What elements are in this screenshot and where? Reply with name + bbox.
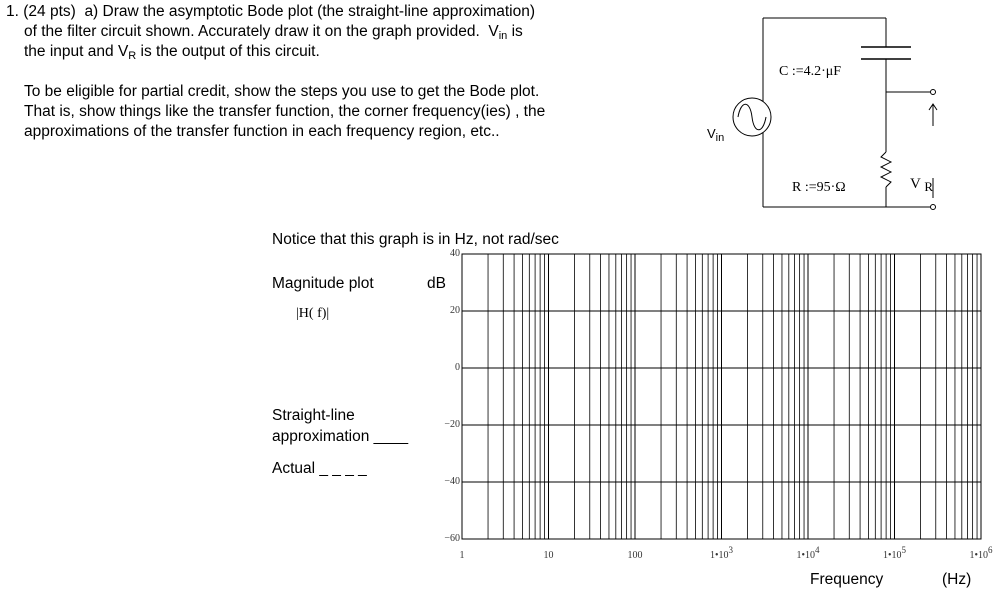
capacitor-label: C :=4.2·μF xyxy=(779,64,842,79)
resistor-label: R :=95·Ω xyxy=(792,180,846,195)
x-tick-base: 1•10 xyxy=(709,550,729,561)
magnitude-label: Magnitude plot xyxy=(272,275,374,292)
problem-text-2: of the filter circuit shown. Accurately draw it on the graph provided. xyxy=(24,23,480,40)
x-tick-label xyxy=(524,550,574,561)
source-label-v: V xyxy=(707,126,716,141)
y-tick-label: 0 xyxy=(455,362,460,373)
problem-line-4: To be eligible for partial credit, show the steps you use to get the Bode plot. xyxy=(24,83,540,100)
x-tick-exponent: 3 xyxy=(728,545,733,555)
straight-line-label-2: approximation ____ xyxy=(272,428,409,445)
actual-label: Actual _ _ _ _ xyxy=(272,460,367,477)
problem-text-1: Draw the asymptotic Bode plot (the straight-line approximation) xyxy=(102,3,536,20)
vin-symbol: V xyxy=(488,23,499,40)
x-tick-exponent: 5 xyxy=(901,545,906,555)
x-tick-label xyxy=(437,550,487,561)
x-tick-label xyxy=(870,545,920,561)
x-tick-label xyxy=(697,545,747,561)
output-label-v: V xyxy=(910,176,921,192)
x-tick-exponent: 6 xyxy=(988,545,993,555)
vr-symbol: V xyxy=(117,43,129,60)
source-label-sub: in xyxy=(715,132,725,144)
y-tick-label: −60 xyxy=(444,533,460,544)
x-axis-unit: (Hz) xyxy=(942,571,972,588)
x-tick-base: 10 xyxy=(543,550,554,561)
problem-number: 1. xyxy=(6,3,19,20)
y-tick-label: −40 xyxy=(444,476,460,487)
x-tick-base: 100 xyxy=(627,550,643,561)
x-axis-label: Frequency xyxy=(810,571,884,588)
x-tick-base: 1•10 xyxy=(882,550,902,561)
x-tick-label xyxy=(956,545,997,561)
vr-subscript: R xyxy=(128,50,137,62)
x-tick-label xyxy=(783,545,833,561)
y-tick-label: −20 xyxy=(444,419,460,430)
problem-text-3a: the input and xyxy=(24,43,118,60)
straight-line-label-1: Straight-line xyxy=(272,407,355,424)
x-tick-label xyxy=(610,550,660,561)
x-tick-base: 1 xyxy=(459,550,465,561)
db-label: dB xyxy=(427,275,446,292)
y-tick-label: 40 xyxy=(450,248,460,259)
problem-text-3b: is the output of this circuit. xyxy=(136,43,320,60)
x-tick-base: 1•10 xyxy=(796,550,815,561)
vin-subscript: in xyxy=(498,30,508,42)
x-tick-exponent: 4 xyxy=(815,545,820,555)
hf-label: |H( f)| xyxy=(296,306,330,321)
problem-line-5: That is, show things like the transfer function, the corner frequency(ies) , the xyxy=(24,103,546,120)
problem-part: a) xyxy=(84,3,99,20)
output-label-sub: R xyxy=(924,179,933,194)
problem-line-6: approximations of the transfer function in each frequency region, etc.. xyxy=(24,123,500,140)
x-tick-base: 1•10 xyxy=(969,550,988,561)
problem-points: (24 pts) xyxy=(23,3,76,20)
problem-text-2-tail: is xyxy=(507,23,523,40)
y-tick-label: 20 xyxy=(450,305,460,316)
graph-notice: Notice that this graph is in Hz, not rad/sec xyxy=(272,231,559,248)
